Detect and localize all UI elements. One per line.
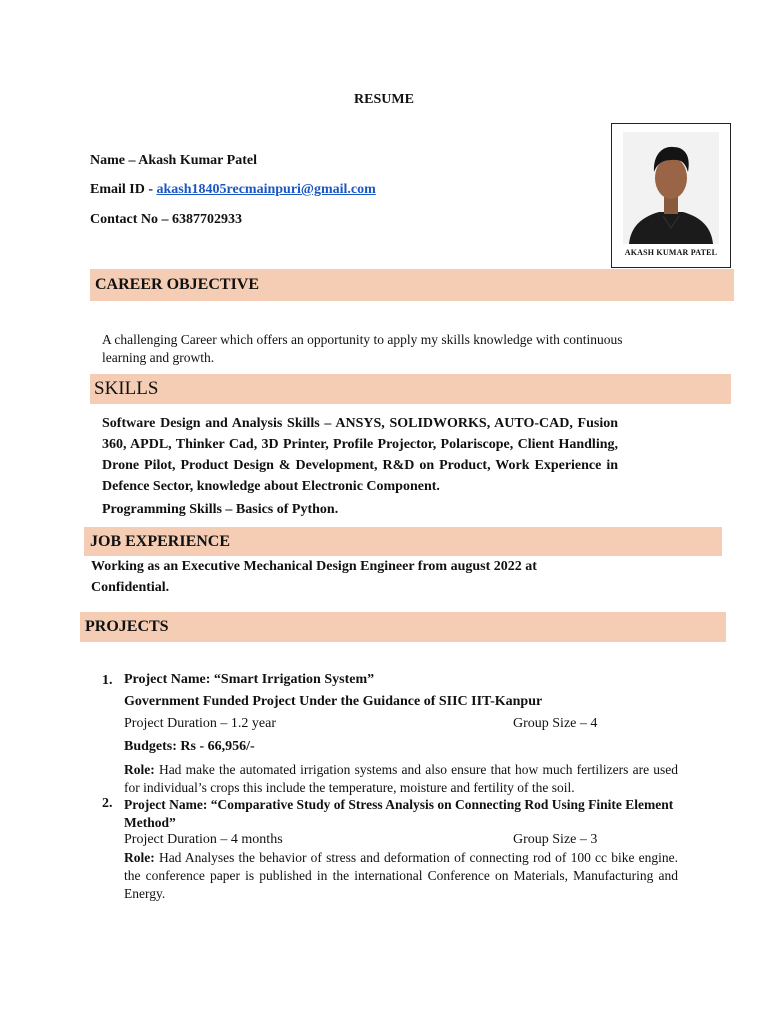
career-objective-text: A challenging Career which offers an opportunity to apply my skills knowledge with continuous learning and growth. bbox=[102, 332, 623, 365]
project-1-role bbox=[124, 761, 678, 797]
skills-heading-text: SKILLS bbox=[94, 378, 159, 399]
project-1-name: Project Name: “Smart Irrigation System” bbox=[124, 672, 375, 687]
project-2-name: Project Name: “Comparative Study of Stress Analysis on Connecting Rod Using Finite Element Method” bbox=[124, 797, 674, 830]
programming-skills: Programming Skills – Basics of Python. bbox=[102, 502, 339, 517]
projects-heading bbox=[80, 612, 726, 642]
project-1-role-text: Had make the automated irrigation systems and also ensure that how much fertilizers are used for individual’s crops this include the temperature, moisture and fertility of the soil. bbox=[124, 762, 678, 795]
project-1-number: 1. bbox=[102, 673, 113, 688]
job-experience-heading bbox=[84, 527, 722, 556]
project-2-group-size: Group Size – 3 bbox=[513, 832, 598, 847]
project-2-role-label: Role: bbox=[124, 850, 155, 865]
skills-heading bbox=[90, 374, 731, 404]
name-line: Name – Akash Kumar Patel bbox=[90, 153, 257, 168]
profile-photo bbox=[611, 123, 731, 268]
resume-title: RESUME bbox=[354, 92, 414, 107]
project-1-duration: Project Duration – 1.2 year bbox=[124, 716, 277, 731]
photo-caption: AKASH KUMAR PATEL bbox=[624, 248, 718, 257]
project-2-role bbox=[124, 849, 678, 903]
email-line bbox=[90, 182, 376, 198]
job-experience-heading-text: JOB EXPERIENCE bbox=[90, 532, 231, 550]
project-1-role-label: Role: bbox=[124, 762, 155, 777]
project-2-role-text: Had Analyses the behavior of stress and deformation of connecting rod of 100 cc bike engine. the conference paper is published in the international Conference on Materials, Manufacturing and Energy. bbox=[124, 850, 678, 901]
software-skills: Software Design and Analysis Skills – ANSYS, SOLIDWORKS, AUTO-CAD, Fusion 360, APDL, Thinker Cad, 3D Printer, Profile Projector, Polariscope, Client Handling, Drone Pilot, Product Design & Development, R&D on Product, Work Experience in Defence Sector, knowledge about Electronic Component. bbox=[102, 416, 618, 494]
project-1-group-size: Group Size – 4 bbox=[513, 716, 598, 731]
project-2-duration: Project Duration – 4 months bbox=[124, 832, 283, 847]
career-objective-heading-text: CAREER OBJECTIVE bbox=[95, 276, 260, 293]
portrait-image bbox=[623, 132, 719, 244]
career-objective-heading bbox=[90, 269, 734, 301]
projects-heading-text: PROJECTS bbox=[85, 618, 169, 635]
project-1-budget: Budgets: Rs - 66,956/- bbox=[124, 739, 255, 754]
contact-line: Contact No – 6387702933 bbox=[90, 212, 243, 227]
email-link[interactable]: akash18405recmainpuri@gmail.com bbox=[156, 182, 376, 197]
project-2-number: 2. bbox=[102, 796, 113, 811]
job-experience-text: Working as an Executive Mechanical Design Engineer from august 2022 at Confidential. bbox=[91, 559, 537, 595]
project-1-subtitle: Government Funded Project Under the Guidance of SIIC IIT-Kanpur bbox=[124, 694, 543, 709]
email-label: Email ID - bbox=[90, 182, 157, 197]
